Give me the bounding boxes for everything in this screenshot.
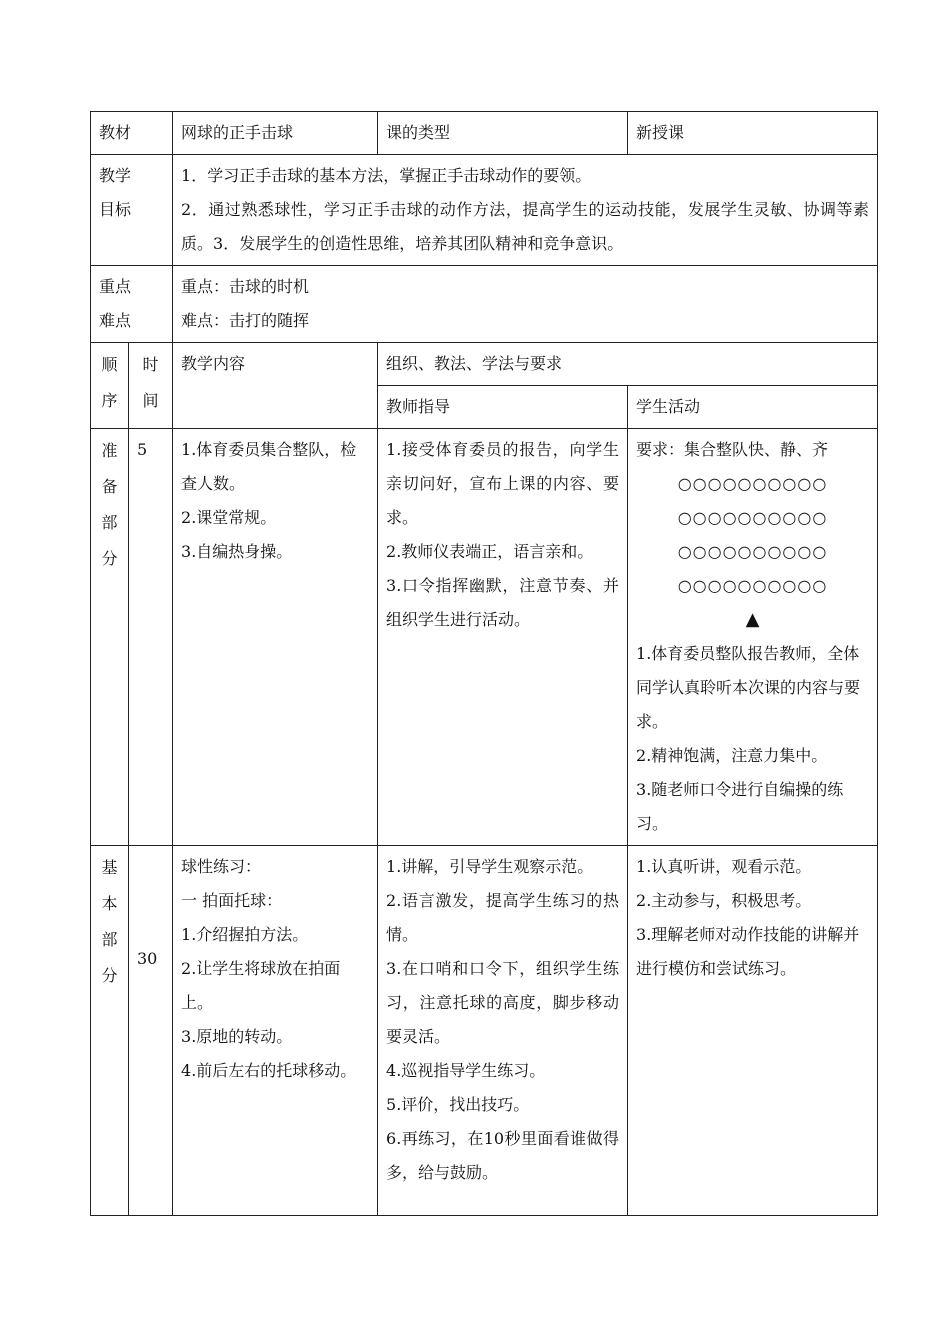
- header-material-label: 教材: [91, 112, 173, 155]
- basic-student: 1.认真听讲，观看示范。 2.主动参与，积极思考。 3.理解老师对动作技能的讲解并进行模仿和尝试练习。: [628, 846, 878, 1216]
- basic-row: [91, 846, 878, 1216]
- column-student-header: 学生活动: [628, 386, 878, 429]
- column-time-header: 时 间: [129, 343, 173, 429]
- header-row: [91, 112, 878, 155]
- goals-label: 教学 目标: [91, 155, 173, 266]
- formation-row: ○○○○○○○○○○: [677, 474, 828, 493]
- prep-student-intro: 要求：集合整队快、静、齐: [636, 440, 829, 459]
- header-type-label: 课的类型: [378, 112, 628, 155]
- goals-text: 1．学习正手击球的基本方法，掌握正手击球动作的要领。 2．通过熟悉球性，学习正手击球的动作方法，提高学生的运动技能，发展学生灵敏、协调等素质。3．发展学生的创造性思维，培养其团队精神和竞争意识。: [173, 155, 878, 266]
- formation-row: ○○○○○○○○○○: [677, 508, 828, 527]
- basic-time: 30: [129, 846, 173, 1216]
- keypoints-label: 重点 难点: [91, 266, 173, 343]
- prep-row: [91, 429, 878, 846]
- prep-time: 5: [129, 429, 173, 846]
- column-teacher-header: 教师指导: [378, 386, 628, 429]
- column-org-header: 组织、教法、学法与要求: [378, 343, 878, 386]
- formation-row: ○○○○○○○○○○: [677, 542, 828, 561]
- keypoints-text: 重点：击球的时机 难点：击打的随挥: [173, 266, 878, 343]
- column-content-header: 教学内容: [173, 343, 378, 429]
- teacher-marker-icon: ▲: [745, 609, 760, 630]
- prep-content: 1.体育委员集合整队，检查人数。 2.课堂常规。 3.自编热身操。: [173, 429, 378, 846]
- columns-header-row-1: [91, 343, 878, 386]
- formation-row: ○○○○○○○○○○: [677, 576, 828, 595]
- header-material-value: 网球的正手击球: [173, 112, 378, 155]
- basic-teacher: 1.讲解，引导学生观察示范。 2.语言激发，提高学生练习的热情。 3.在口哨和口令下，组织学生练习，注意托球的高度，脚步移动要灵活。 4.巡视指导学生练习。 5.评价，找出技巧。 6.再练习，在10秒里面看谁做得多，给与鼓励。: [378, 846, 628, 1216]
- keypoints-row: [91, 266, 878, 343]
- prep-student: 要求：集合整队快、静、齐 ○○○○○○○○○○ ○○○○○○○○○○ ○○○○○○○○○○ ○○○○○○○○○○ ▲ 1.体育委员整队报告教师，全体同学认真聆听本次课的内容与要求。 2.精神饱满，注意力集中。 3.随老师口令进行自编操的练习。: [628, 429, 878, 846]
- lesson-plan-table: [90, 111, 878, 1216]
- prep-teacher: 1.接受体育委员的报告，向学生亲切问好，宣布上课的内容、要求。 2.教师仪表端正，语言亲和。 3.口令指挥幽默，注意节奏、并组织学生进行活动。: [378, 429, 628, 846]
- header-type-value: 新授课: [628, 112, 878, 155]
- prep-label: 准 备 部 分: [91, 429, 129, 846]
- basic-content: 球性练习： 一 拍面托球： 1.介绍握拍方法。 2.让学生将球放在拍面上。 3.原地的转动。 4.前后左右的托球移动。: [173, 846, 378, 1216]
- column-order-header: 顺 序: [91, 343, 129, 429]
- goals-row: [91, 155, 878, 266]
- basic-label: 基 本 部 分: [91, 846, 129, 1216]
